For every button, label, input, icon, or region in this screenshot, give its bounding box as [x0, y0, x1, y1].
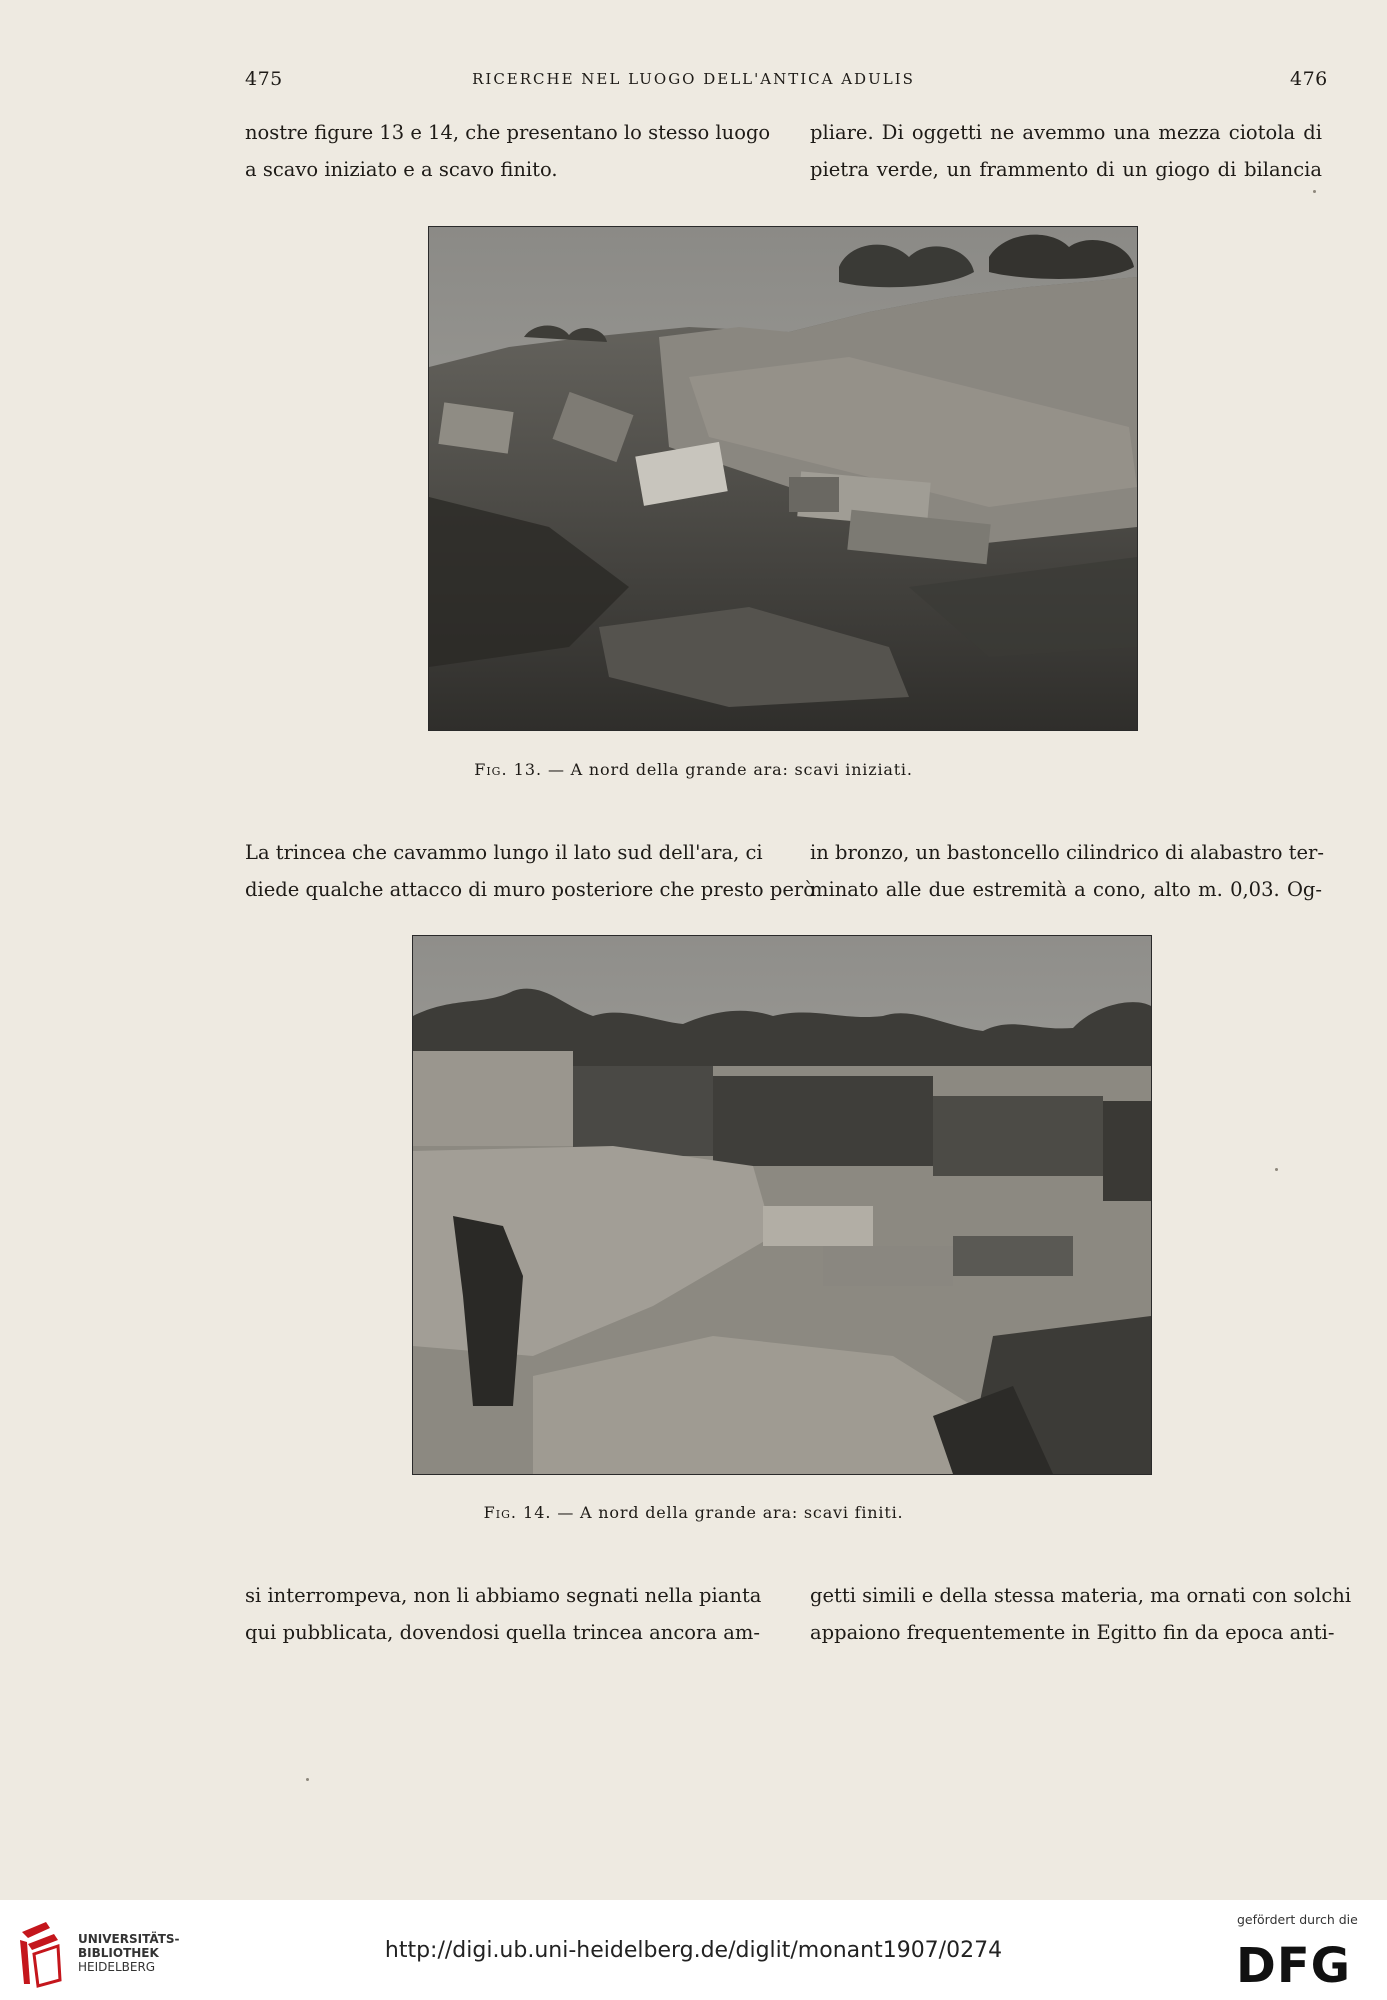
figure-13-caption-text: — A nord della grande ara: scavi iniziati. [547, 760, 913, 779]
paper-speck [306, 1778, 309, 1781]
text-line: in bronzo, un bastoncello cilindrico di alabastro ter- [810, 841, 1324, 864]
text-block-1-right [810, 114, 1322, 188]
page-number-left: 475 [245, 68, 283, 90]
text-block-3-right [810, 1577, 1352, 1651]
library-name-line: HEIDELBERG [78, 1960, 156, 1974]
library-name-line: BIBLIOTHEK [78, 1946, 159, 1960]
excavation-photo-illustration [429, 227, 1137, 730]
text-line: si interrompeva, non li abbiamo segnati nella pianta [245, 1584, 762, 1607]
figure-13-label: Fig. 13. [474, 760, 543, 779]
figure-14-label: Fig. 14. [483, 1503, 552, 1522]
figure-14-photo [412, 935, 1152, 1475]
text-block-3-left [245, 1577, 760, 1651]
figure-14-caption-text: — A nord della grande ara: scavi finiti. [557, 1503, 904, 1522]
figure-13-photo [428, 226, 1138, 731]
paper-speck [1275, 1168, 1278, 1171]
text-line: appaiono frequentemente in Egitto fin da epoca anti- [810, 1621, 1335, 1644]
dfg-logo: DFG [1236, 1938, 1352, 1994]
text-line: a scavo iniziato e a scavo finito. [245, 158, 558, 181]
text-line: diede qualche attacco di muro posteriore che presto però [245, 878, 815, 901]
figure-13-caption [0, 760, 1387, 779]
funded-by-label: gefördert durch die [1237, 1912, 1358, 1927]
text-block-2-left [245, 834, 815, 908]
text-block-2-right [810, 834, 1322, 908]
text-line: nostre figure 13 e 14, che presentano lo stesso luogo [245, 121, 771, 144]
text-line: getti simili e della stessa materia, ma ornati con solchi [810, 1584, 1352, 1607]
page-number-right: 476 [1290, 68, 1328, 90]
library-name-line: UNIVERSITÄTS- [78, 1932, 180, 1946]
text-line: minato alle due estremità a cono, alto m. 0,03. Og- [810, 878, 1322, 901]
text-line: pliare. Di oggetti ne avemmo una mezza ciotola di [810, 121, 1322, 144]
text-line: qui pubblicata, dovendosi quella trincea ancora am- [245, 1621, 760, 1644]
paper-speck [1313, 190, 1316, 193]
permalink-url[interactable]: http://digi.ub.uni-heidelberg.de/diglit/monant1907/0274 [384, 1938, 1003, 1963]
figure-14-caption [0, 1503, 1387, 1522]
viewer-footer [0, 1900, 1387, 2000]
text-line: La trincea che cavammo lungo il lato sud dell'ara, ci [245, 841, 763, 864]
excavation-photo-illustration [413, 936, 1151, 1474]
text-block-1-left [245, 114, 771, 188]
running-title: RICERCHE NEL LUOGO DELL'ANTICA ADULIS [472, 70, 915, 88]
text-line: pietra verde, un frammento di un giogo di bilancia [810, 158, 1322, 181]
